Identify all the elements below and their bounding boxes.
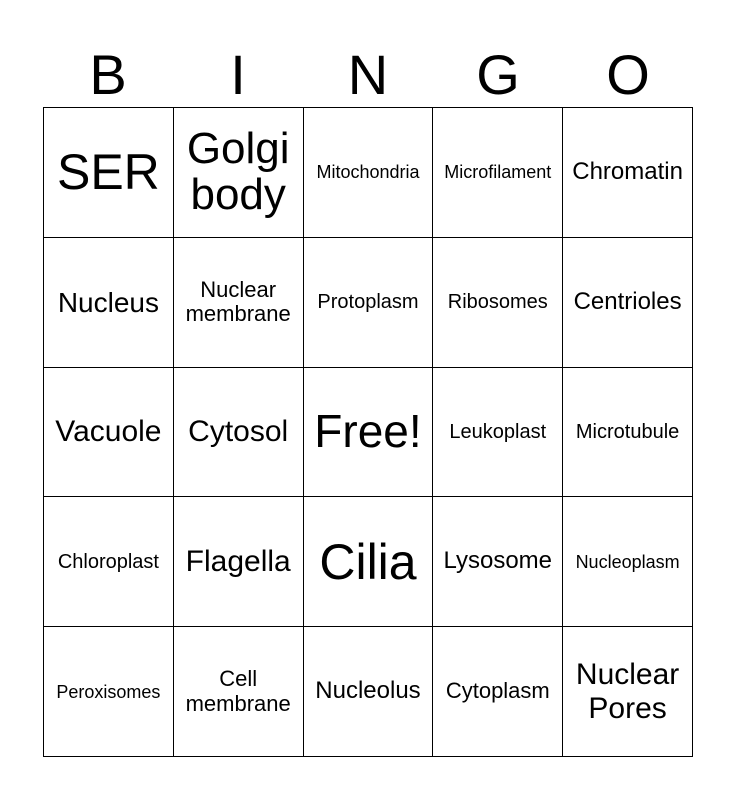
bingo-cell[interactable]: Flagella xyxy=(174,497,304,627)
bingo-cell[interactable]: Microfilament xyxy=(433,108,563,238)
free-space-cell[interactable]: Free! xyxy=(304,368,434,498)
bingo-header xyxy=(43,44,693,106)
bingo-cell[interactable]: Protoplasm xyxy=(304,238,434,368)
bingo-cell[interactable]: Lysosome xyxy=(433,497,563,627)
bingo-cell[interactable]: Ribosomes xyxy=(433,238,563,368)
header-letter-g: G xyxy=(476,43,520,106)
bingo-cell[interactable]: SER xyxy=(44,108,174,238)
bingo-cell[interactable]: Nucleus xyxy=(44,238,174,368)
bingo-cell[interactable]: Mitochondria xyxy=(304,108,434,238)
header-letter-i: I xyxy=(230,43,246,106)
bingo-cell[interactable]: Microtubule xyxy=(563,368,693,498)
bingo-cell[interactable]: Cell membrane xyxy=(174,627,304,757)
header-letter-n: N xyxy=(347,43,389,106)
bingo-cell[interactable]: Vacuole xyxy=(44,368,174,498)
bingo-cell[interactable]: Chromatin xyxy=(563,108,693,238)
bingo-cell[interactable]: Leukoplast xyxy=(433,368,563,498)
bingo-cell[interactable]: Cytoplasm xyxy=(433,627,563,757)
bingo-cell[interactable]: Centrioles xyxy=(563,238,693,368)
bingo-board xyxy=(43,107,693,757)
bingo-cell[interactable]: Nucleolus xyxy=(304,627,434,757)
bingo-cell[interactable]: Chloroplast xyxy=(44,497,174,627)
bingo-cell[interactable]: Cilia xyxy=(304,497,434,627)
bingo-cell[interactable]: Nucleoplasm xyxy=(563,497,693,627)
bingo-cell[interactable]: Nuclear Pores xyxy=(563,627,693,757)
bingo-cell[interactable]: Nuclear membrane xyxy=(174,238,304,368)
header-letter-b: B xyxy=(89,43,127,106)
header-letter-o: O xyxy=(606,43,650,106)
bingo-cell[interactable]: Peroxisomes xyxy=(44,627,174,757)
bingo-cell[interactable]: Golgi body xyxy=(174,108,304,238)
bingo-cell[interactable]: Cytosol xyxy=(174,368,304,498)
